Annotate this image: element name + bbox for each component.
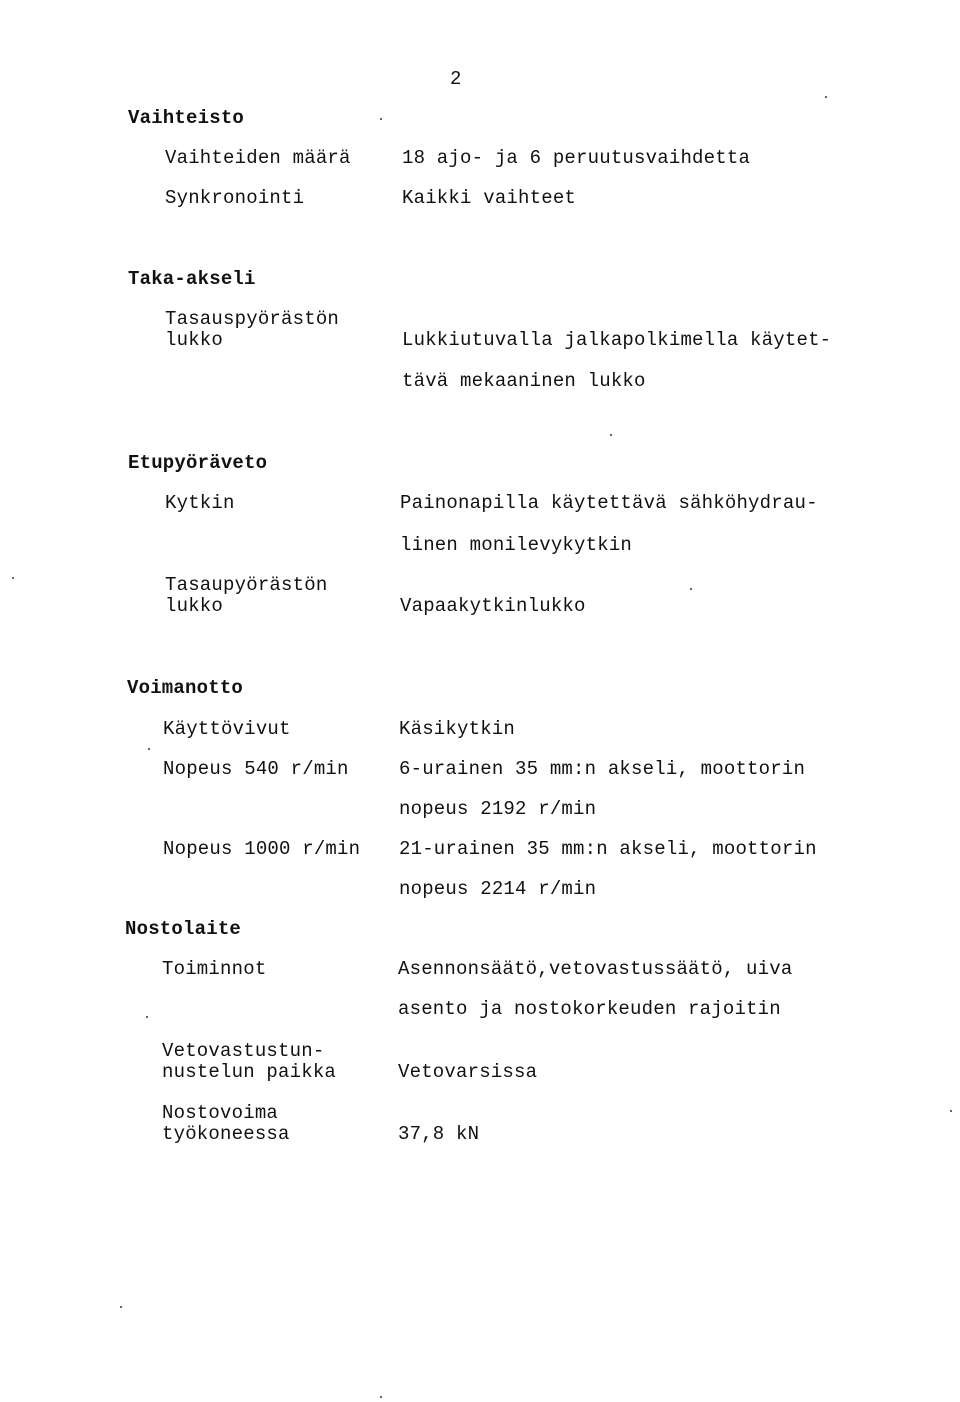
scan-speck xyxy=(380,1396,382,1398)
spec-value: tävä mekaaninen lukko xyxy=(402,370,646,392)
scan-speck xyxy=(690,588,692,590)
scan-speck xyxy=(380,118,382,120)
scan-speck xyxy=(950,1110,952,1112)
spec-label: Nopeus 1000 r/min xyxy=(163,838,361,860)
spec-label: Tasauspyörästön xyxy=(165,308,340,330)
spec-label: työkoneessa xyxy=(162,1123,290,1145)
page-number: 2 xyxy=(450,68,462,90)
spec-value: Lukkiutuvalla jalkapolkimella käytet- xyxy=(402,329,832,351)
section-heading-nostolaite: Nostolaite xyxy=(125,918,242,940)
spec-value: Vetovarsissa xyxy=(398,1061,538,1083)
scan-speck xyxy=(12,577,14,579)
spec-label: Toiminnot xyxy=(162,958,267,980)
scan-speck xyxy=(825,96,827,98)
spec-label: Vaihteiden määrä xyxy=(165,147,351,169)
spec-value: linen monilevykytkin xyxy=(400,534,633,556)
scan-speck xyxy=(120,1306,122,1308)
spec-label: Synkronointi xyxy=(165,187,305,209)
spec-value: 21-urainen 35 mm:n akseli, moottorin xyxy=(399,838,817,860)
section-heading-taka-akseli: Taka-akseli xyxy=(128,268,256,290)
spec-label: Kytkin xyxy=(165,492,235,514)
spec-value: nopeus 2214 r/min xyxy=(399,878,597,900)
spec-value: Vapaakytkinlukko xyxy=(400,595,586,617)
spec-value: Kaikki vaihteet xyxy=(402,187,577,209)
spec-label: Vetovastustun- xyxy=(162,1040,325,1062)
scan-speck xyxy=(148,748,150,750)
spec-label: Nostovoima xyxy=(162,1102,279,1124)
section-heading-etupyoraveto: Etupyöräveto xyxy=(128,452,268,474)
scan-speck xyxy=(610,434,612,436)
spec-label: nustelun paikka xyxy=(162,1061,337,1083)
spec-value: 37,8 kN xyxy=(398,1123,480,1145)
spec-value: Asennonsäätö,vetovastussäätö, uiva xyxy=(398,958,793,980)
spec-value: asento ja nostokorkeuden rajoitin xyxy=(398,998,781,1020)
scan-speck xyxy=(146,1016,148,1018)
section-heading-voimanotto: Voimanotto xyxy=(127,677,244,699)
spec-label: lukko xyxy=(165,595,224,617)
spec-label: Nopeus 540 r/min xyxy=(163,758,349,780)
spec-value: Käsikytkin xyxy=(399,718,516,740)
spec-value: 18 ajo- ja 6 peruutusvaihdetta xyxy=(402,147,751,169)
section-heading-vaihteisto: Vaihteisto xyxy=(128,107,245,129)
spec-label: Tasaupyörästön xyxy=(165,574,328,596)
spec-value: nopeus 2192 r/min xyxy=(399,798,597,820)
spec-value: 6-urainen 35 mm:n akseli, moottorin xyxy=(399,758,806,780)
spec-label: Käyttövivut xyxy=(163,718,291,740)
spec-label: lukko xyxy=(165,329,224,351)
spec-value: Painonapilla käytettävä sähköhydrau- xyxy=(400,492,818,514)
